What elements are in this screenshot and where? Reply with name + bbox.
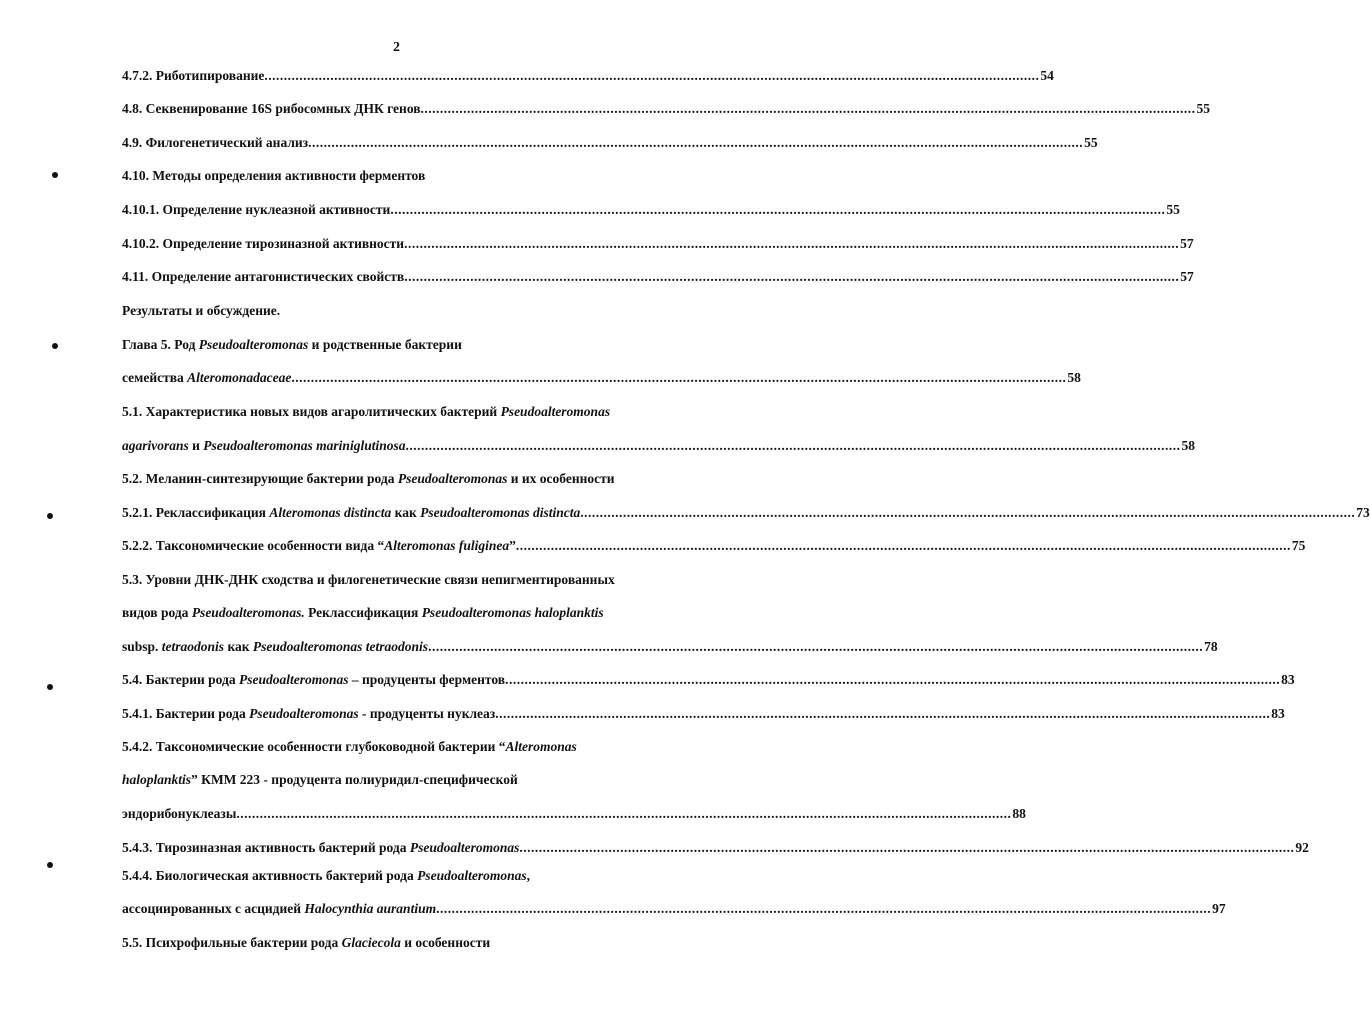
toc-entry — [122, 739, 577, 755]
toc-entry-text: 5.4.1. Бактерии рода — [122, 706, 250, 721]
toc-page-number: 57 — [1180, 269, 1194, 284]
toc-entry-text: Pseudoalteromonas distincta — [420, 505, 581, 520]
toc-entry-text: Alteromonadaceae — [187, 370, 292, 385]
toc-page-number: 83 — [1281, 672, 1295, 687]
toc-entry-text: и родственные бактерии — [308, 337, 462, 352]
toc-page-number: 75 — [1291, 538, 1306, 553]
toc-entry — [122, 639, 1218, 655]
toc-entry-text: Glaciecola — [341, 935, 401, 950]
toc-entry-text: Alteromonas fuliginea — [384, 538, 510, 553]
margin-dot — [47, 684, 53, 690]
toc-entry-text: 5.1. Характеристика новых видов агаролитических бактерий — [122, 404, 501, 419]
toc-entry-text: 5.5. Психрофильные бактерии рода — [122, 935, 342, 950]
toc-entry-text: 4.10. Методы определения активности ферментов — [122, 168, 426, 183]
toc-entry-text: и их особенности — [507, 471, 615, 486]
toc-entry — [122, 901, 1226, 917]
toc-entry — [122, 471, 615, 487]
toc-entry-text: Pseudoalteromonas — [238, 672, 349, 687]
toc-entry-text: Pseudoalteromonas — [417, 868, 527, 883]
toc-entry — [122, 135, 1098, 151]
toc-entry-text: 4.9. Филогенетический анализ — [122, 135, 309, 150]
toc-entry — [122, 672, 1295, 688]
toc-entry — [122, 269, 1194, 285]
toc-entry — [122, 572, 615, 588]
leader-dots: ........................................................................................................................................................................................................ — [580, 505, 1356, 520]
leader-dots: ........................................................................................................................................................................................................ — [519, 840, 1295, 855]
toc-entry-text: Результаты и обсуждение. — [122, 303, 281, 318]
toc-page-number: 55 — [1084, 135, 1098, 150]
toc-entry-text: Pseudoalteromonas — [500, 404, 611, 419]
toc-entry — [122, 101, 1211, 117]
toc-entry-text: Pseudoalteromonas — [409, 840, 520, 855]
toc-entry-text: Глава 5. Род — [122, 337, 199, 352]
leader-dots: ........................................................................................................................................................................................................ — [308, 135, 1084, 150]
toc-entry-text: 4.8. Секвенирование 16S рибосомных ДНК генов — [122, 101, 421, 116]
toc-entry-text: 5.2. Меланин-синтезирующие бактерии рода — [122, 471, 398, 486]
toc-entry — [122, 505, 1370, 521]
toc-entry-text: Pseudoalteromonas — [397, 471, 508, 486]
toc-entry — [122, 605, 604, 621]
toc-entry-text: и — [188, 438, 204, 453]
toc-entry-text: tetraodonis — [161, 639, 225, 654]
toc-page-number: 73 — [1356, 505, 1370, 520]
toc-entry — [122, 706, 1285, 722]
toc-entry-text: ” — [509, 538, 516, 553]
margin-dot — [52, 343, 58, 349]
toc-entry-text: Pseudoalteromonas — [198, 337, 309, 352]
toc-page-number: 55 — [1166, 202, 1180, 217]
toc-entry-text: 5.4.2. Таксономические особенности глубоководной бактерии “ — [122, 739, 506, 754]
toc-entry-text: видов рода — [122, 605, 192, 620]
toc-entry — [122, 303, 280, 319]
toc-entry-text: 5.3. Уровни ДНК-ДНК сходства и филогенетические связи непигментированных — [122, 572, 615, 587]
toc-entry — [122, 935, 490, 951]
toc-page-number: 58 — [1067, 370, 1081, 385]
toc-entry-text: Pseudoalteromonas tetraodonis — [252, 639, 429, 654]
toc-entry-text: 4.10.2. Определение тирозиназной активности — [122, 236, 405, 251]
toc-entry — [122, 806, 1026, 822]
margin-dot — [47, 862, 53, 868]
toc-page-number: 57 — [1180, 236, 1194, 251]
leader-dots: ........................................................................................................................................................................................................ — [405, 438, 1181, 453]
leader-dots: ........................................................................................................................................................................................................ — [495, 706, 1271, 721]
toc-entry-text: и особенности — [400, 935, 491, 950]
toc-entry-text: 5.4.4. Биологическая активность бактерий рода — [122, 868, 418, 883]
toc-entry-text: 4.7.2. Риботипирование — [122, 68, 265, 83]
toc-entry — [122, 168, 425, 184]
toc-entry-text: 4.11. Определение антагонистических свойств — [122, 269, 405, 284]
toc-entry — [122, 840, 1309, 856]
toc-entry-text: Pseudoalteromonas mariniglutinosa — [203, 438, 406, 453]
leader-dots: ........................................................................................................................................................................................................ — [505, 672, 1281, 687]
toc-entry-text: Pseudoalteromonas. — [191, 605, 305, 620]
toc-page-number: 58 — [1181, 438, 1195, 453]
page-number: 2 — [393, 40, 400, 55]
leader-dots: ........................................................................................................................................................................................................ — [404, 269, 1180, 284]
leader-dots: ........................................................................................................................................................................................................ — [428, 639, 1204, 654]
toc-entry-text: 5.4.3. Тирозиназная активность бактерий рода — [122, 840, 410, 855]
leader-dots: ........................................................................................................................................................................................................ — [404, 236, 1180, 251]
toc-entry — [122, 236, 1194, 252]
toc-entry-text: Pseudoalteromonas haloplanktis — [421, 605, 604, 620]
toc-page-number: 78 — [1204, 639, 1218, 654]
toc-entry — [122, 68, 1054, 84]
toc-entry — [122, 202, 1180, 218]
toc-entry — [122, 772, 518, 788]
toc-entry-text: , — [526, 868, 530, 883]
toc-entry-text: ассоциированных с асцидией — [122, 901, 305, 916]
toc-page-number: 83 — [1271, 706, 1285, 721]
leader-dots: ........................................................................................................................................................................................................ — [436, 901, 1212, 916]
toc-entry-text: эндорибонуклеазы — [122, 806, 237, 821]
leader-dots: ........................................................................................................................................................................................................ — [236, 806, 1012, 821]
toc-page-number: 97 — [1212, 901, 1226, 916]
leader-dots: ........................................................................................................................................................................................................ — [390, 202, 1166, 217]
leader-dots: ........................................................................................................................................................................................................ — [291, 370, 1067, 385]
toc-entry — [122, 404, 610, 420]
toc-entry-text: 5.2.2. Таксономические особенности вида “ — [122, 538, 385, 553]
toc-page-number: 88 — [1012, 806, 1026, 821]
toc-entry-text: Alteromonas distincta — [269, 505, 392, 520]
toc-entry-text: 4.10.1. Определение нуклеазной активности — [122, 202, 391, 217]
toc-page-number: 92 — [1295, 840, 1309, 855]
leader-dots: ........................................................................................................................................................................................................ — [420, 101, 1196, 116]
margin-dot — [52, 172, 58, 178]
toc-entry — [122, 868, 530, 884]
toc-entry-text: agarivorans — [122, 438, 189, 453]
toc-entry-text: Реклассификация — [304, 605, 422, 620]
margin-dot — [47, 513, 53, 519]
toc-entry-text: 5.4. Бактерии рода — [122, 672, 239, 687]
toc-entry — [122, 337, 462, 353]
leader-dots: ........................................................................................................................................................................................................ — [515, 538, 1291, 553]
toc-page-number: 54 — [1040, 68, 1054, 83]
toc-entry-text: subsp. — [122, 639, 162, 654]
toc-entry-text: Pseudoalteromonas — [249, 706, 359, 721]
toc-entry-text: – продуценты ферментов — [348, 672, 506, 687]
toc-entry-text: 5.2.1. Реклассификация — [122, 505, 270, 520]
toc-entry — [122, 370, 1081, 386]
toc-entry-text: как — [224, 639, 253, 654]
toc-entry-text: ” КММ 223 - продуцента полиуридил-специфической — [191, 772, 518, 787]
leader-dots: ........................................................................................................................................................................................................ — [264, 68, 1040, 83]
toc-entry — [122, 538, 1306, 554]
toc-entry-text: - продуценты нуклеаз — [358, 706, 496, 721]
toc-entry-text: семейства — [122, 370, 188, 385]
toc-entry-text: как — [391, 505, 421, 520]
toc-entry-text: Alteromonas — [505, 739, 577, 754]
toc-entry-text: haloplanktis — [122, 772, 192, 787]
toc-entry — [122, 438, 1195, 454]
toc-entry-text: Halocynthia aurantium — [304, 901, 437, 916]
toc-page-number: 55 — [1196, 101, 1211, 116]
